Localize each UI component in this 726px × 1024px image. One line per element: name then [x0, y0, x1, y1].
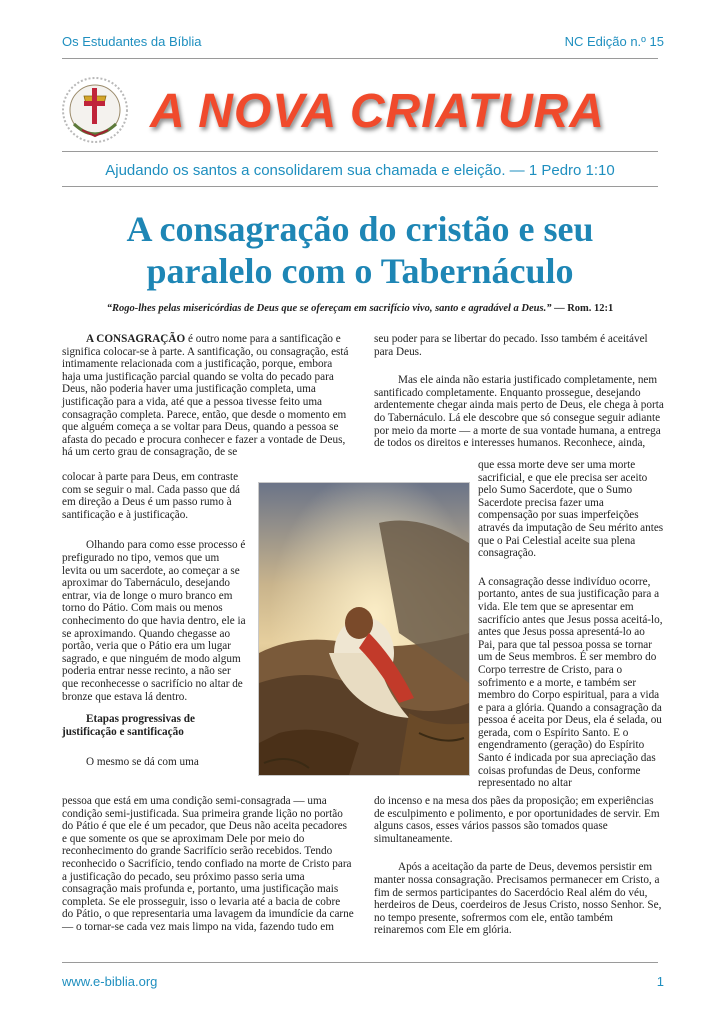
header-divider	[62, 58, 658, 59]
paragraph: Após a aceitação da parte de Deus, devemos persistir em manter nossa consagração. Precisamos permanecer em Cristo, a fim de sermos participantes do Sacerdócio Real além do véu, herdeiros de Deus, coerdeiros de Jesus Cristo, nosso Senhor. Se, no tempo presente, sofrermos com ele, então também reinaremos com Ele em glória.	[374, 861, 662, 937]
cross-and-crown-emblem-icon	[60, 74, 130, 148]
column-2-middle	[478, 459, 664, 800]
footer-divider	[62, 962, 658, 963]
jesus-praying-illustration	[258, 482, 470, 776]
website-link[interactable]: www.e-biblia.org	[62, 974, 158, 989]
column-1-middle	[62, 471, 246, 769]
lead-in: A CONSAGRAÇÃO	[86, 333, 186, 345]
edition-number: NC Edição n.º 15	[564, 34, 664, 49]
paragraph: O mesmo se dá com uma	[86, 756, 199, 769]
page-number: 1	[656, 974, 664, 989]
column-1-bottom	[62, 795, 354, 944]
article-epigraph	[62, 303, 658, 314]
publisher-name: Os Estudantes da Bíblia	[62, 34, 202, 49]
paragraph: colocar à parte para Deus, em contraste com se seguir o mal. Cada passo que dá em direção a Deus é um passo rumo à santificação e à justificação.	[62, 471, 241, 521]
masthead-divider-bottom	[62, 186, 658, 187]
paragraph: Olhando para como esse processo é prefigurado no tipo, vemos que um levita ou um sacerdote, ao começar a se aproximar do Tabernáculo, desejando entrar, via de longe o muro branco em torno do Pátio. Com mais ou menos conhecimento do que havia dentro, ele ia se aproximando. Quando chegasse ao portão, veria que o Pátio era um lugar sagrado, e que ninguém de modo algum poderia entrar nesse recinto, a não ser que reconhecesse o sacrifício no altar de bronze que estava lá dentro.	[62, 539, 246, 703]
paragraph: seu poder para se libertar do pecado. Isso também é aceitável para Deus.	[374, 333, 648, 358]
epigraph-reference: — Rom. 12:1	[551, 303, 614, 314]
article-title-line-1: A consagração do cristão e seu	[126, 209, 594, 249]
column-2-bottom	[374, 795, 664, 947]
column-2-top	[374, 333, 664, 460]
article-title	[62, 208, 658, 292]
intro-text: é outro nome para a santificação e significa colocar-se à parte. A santificação, ou consagração, está intimamente relacionada com a justificação, porque, embora haja uma justificação parcial quando se volta do pecado para Deus, não poderia haver uma justificação completa, uma justificação para a vida, até que a pessoa tivesse feito uma consagração completa. Parece, então, que desde o momento em que alguém começa a se voltar para Deus, quando a pessoa se afasta do pecado e procura conhecer e fazer a vontade de Deus, há um certo grau de consagração, de se	[62, 333, 349, 459]
paragraph: Mas ele ainda não estaria justificado completamente, nem santificado completamente. Enquanto prossegue, desejando ardentemente chegar ainda mais perto de Deus, ele chega à porta do Tabernáculo. Lá ele descobre que só consegue seguir adiante por meio da morte — a morte de sua vontade humana, a entrega de todos os direitos e interesses humanos. Reconhece, ainda,	[374, 374, 664, 450]
masthead-title: A NOVA CRIATURA	[150, 85, 605, 138]
column-1-top	[62, 333, 352, 469]
masthead-tagline: Ajudando os santos a consolidarem sua chamada e eleição. — 1 Pedro 1:10	[105, 162, 615, 179]
intro-paragraph	[62, 333, 352, 459]
paragraph: A consagração desse indivíduo ocorre, portanto, antes de sua justificação para a vida. Ele tem que se apresentar em sacrifício antes que Jesus possa aceitá-lo, antes que Jesus possa apresentá-lo ao Pai, para que tal pessoa possa se tornar um de Seus membros. É ser membro do Corpo terrestre de Cristo, para o sofrimento e a morte, e também ser membro do Corpo espiritual, para a vida e para a glória. Quando a consagração da pessoa é aceita por Deus, ela é selada, ou gerada, com o Espírito Santo. E o engendramento (geração) do Espírito Santo é indicada por sua apreciação das coisas profundas de Deus, conforme representado no altar	[478, 575, 663, 790]
paragraph: pessoa que está em uma condição semi-consagrada — uma condição semi-justificada. Sua primeira grande lição no portão do Pátio é que ele é um pecador, que Deus não aceita pecadores e que somente os que se aproximam Dele por meio do reconhecimento do grande Sacrifício serão recebidos. Tendo reconhecido o Sacrifício, tendo confiado na morte de Cristo para a justificação do pecado, seu próximo passo seria uma consagração mais profunda e, portanto, uma justificação mais completa. Se ele prosseguir, isso o levaria até a bacia de cobre do Pátio, o que representaria uma lavagem da imundície da carne — o tornar-se cada vez mais limpo na vida, fazendo tudo em	[62, 795, 354, 933]
masthead-divider-top	[62, 151, 658, 152]
section-heading: Etapas progressivas de justificação e santificação	[62, 713, 195, 738]
article-title-line-2: paralelo com o Tabernáculo	[146, 251, 574, 291]
epigraph-quote: “Rogo-lhes pelas misericórdias de Deus que se ofereçam em sacrifício vivo, santo e agradável a Deus.”	[106, 303, 552, 314]
paragraph: que essa morte deve ser uma morte sacrificial, e que ele precisa ser aceito pelo Sumo Sacerdote, que o Sumo Sacerdote precisa fazer uma compensação por suas imperfeições através da imputação de Seu mérito antes que o Pai Celestial aceite sua plena consagração.	[478, 459, 664, 560]
paragraph: do incenso e na mesa dos pães da proposição; em experiências de esculpimento e polimento, e por oportunidades de servir. Em alguns casos, esses vários passos são tomados quase simultaneamente.	[374, 795, 660, 845]
